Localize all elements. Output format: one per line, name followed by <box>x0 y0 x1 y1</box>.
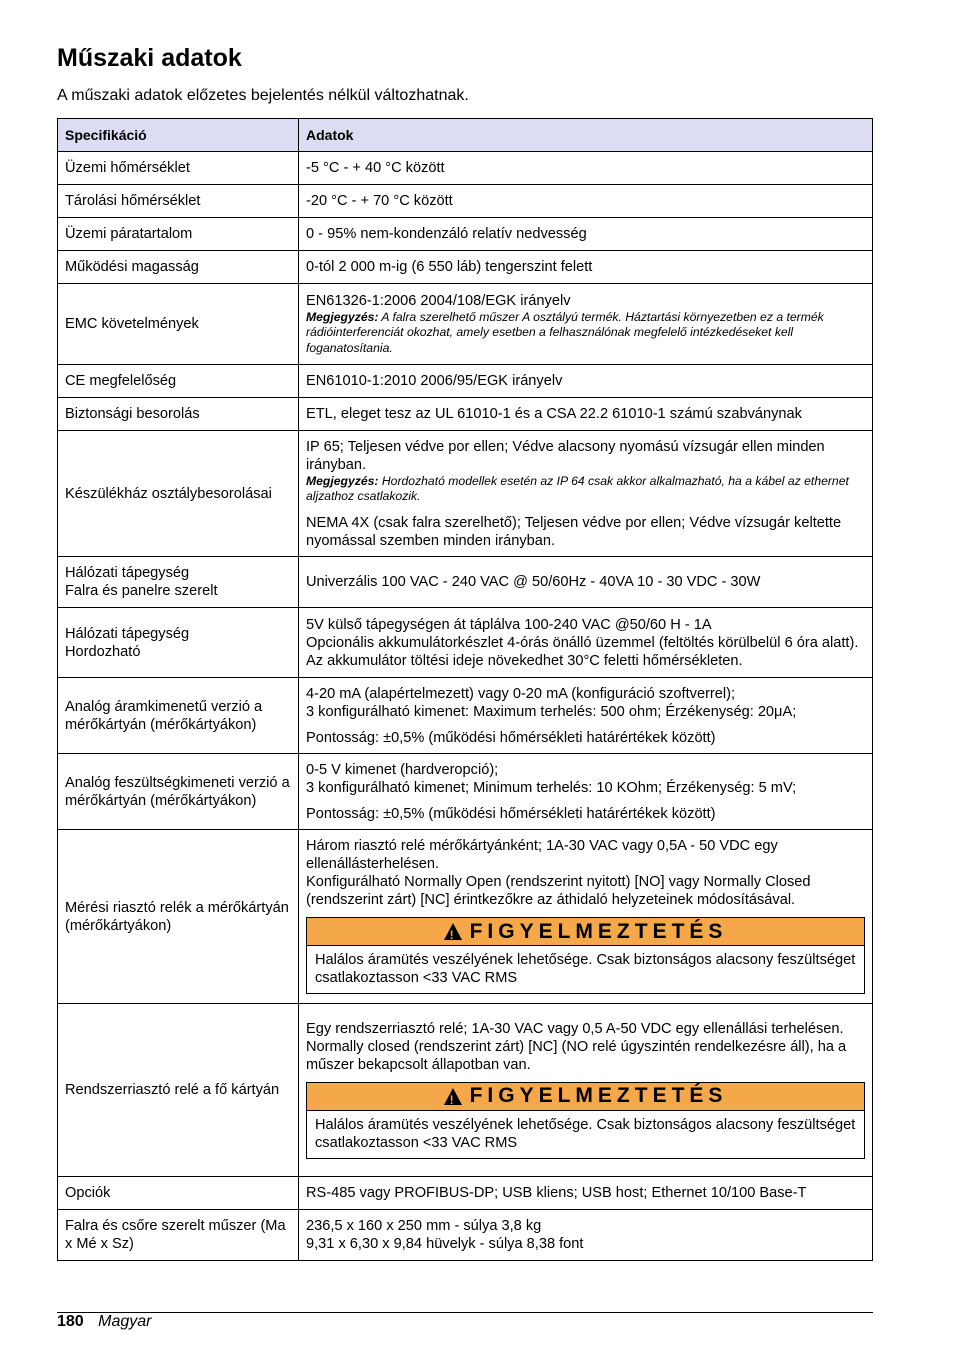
page-title: Műszaki adatok <box>57 44 242 72</box>
table-row <box>58 284 873 365</box>
data-cell <box>299 1004 873 1177</box>
spec-cell: Működési magasság <box>58 251 299 284</box>
table-row <box>58 398 873 431</box>
data-line: Opcionális akkumulátorkészlet 4-órás önálló üzemmel (feltöltés körülbelül 6 óra alatt). Az akkumulátor töltési ideje növekedhet 30°C feletti hőmérsékleten. <box>306 634 859 669</box>
data-line: 3 konfigurálható kimenet: Maximum terhelés: 500 ohm; Érzékenység: 20μA; <box>306 703 797 720</box>
data-text-2: NEMA 4X (csak falra szerelhető); Teljesen védve por ellen; Védve vízsugár keltette nyomással szemben minden irányban. <box>306 514 842 549</box>
spec-cell: Rendszerriasztó relé a fő kártyán <box>58 1004 299 1177</box>
warning-header <box>307 918 864 946</box>
warning-title: FIGYELMEZTETÉS <box>469 1084 728 1107</box>
note-label: Megjegyzés: <box>306 473 379 488</box>
table-row <box>58 218 873 251</box>
spec-cell: Mérési riasztó relék a mérőkártyán (mérőkártyákon) <box>58 830 299 1004</box>
header-spec: Specifikáció <box>58 119 299 152</box>
footer-rule <box>57 1312 873 1313</box>
spec-cell: EMC követelmények <box>58 284 299 365</box>
spec-cell: Készülékház osztálybesorolásai <box>58 431 299 557</box>
spec-cell: Falra és csőre szerelt műszer (Ma x Mé x Sz) <box>58 1210 299 1261</box>
spec-line: Hálózati tápegység <box>65 625 190 642</box>
data-cell: EN61010-1:2010 2006/95/EGK irányelv <box>299 365 873 398</box>
data-line: 5V külső tápegységen át táplálva 100-240 VAC @50/60 H - 1A <box>306 616 712 633</box>
data-cell: 0-tól 2 000 m-ig (6 550 láb) tengerszint felett <box>299 251 873 284</box>
spec-line: Hordozható <box>65 643 141 660</box>
warning-text: Halálos áramütés veszélyének lehetősége. Csak biztonságos alacsony feszültséget csatlakoztasson <33 VAC RMS <box>315 952 856 986</box>
warning-box <box>306 917 865 994</box>
data-cell: ETL, eleget tesz az UL 61010-1 és a CSA 22.2 61010-1 számú szabványnak <box>299 398 873 431</box>
table-row <box>58 557 873 608</box>
data-line: 4-20 mA (alapértelmezett) vagy 0-20 mA (konfiguráció szoftverrel); <box>306 685 736 702</box>
table-row <box>58 1177 873 1210</box>
data-line: Normally closed (rendszerint zárt) [NC] (NO relé úgyszintén rendelkezésre áll), ha a műszer bekapcsolt állapotban van. <box>306 1038 847 1073</box>
spec-cell: CE megfelelőség <box>58 365 299 398</box>
data-cell <box>299 754 873 830</box>
table-row <box>58 431 873 557</box>
warning-title: FIGYELMEZTETÉS <box>469 919 728 943</box>
data-line: 236,5 x 160 x 250 mm - súlya 3,8 kg <box>306 1218 542 1234</box>
table-row <box>58 1004 873 1177</box>
warning-box <box>306 1082 865 1159</box>
note <box>306 310 865 357</box>
table-row <box>58 754 873 830</box>
table-row <box>58 830 873 1004</box>
spec-cell: Üzemi hőmérséklet <box>58 152 299 185</box>
data-line: 9,31 x 6,30 x 9,84 hüvelyk - súlya 8,38 font <box>306 1236 584 1252</box>
page-number: 180 <box>57 1313 84 1330</box>
spec-cell <box>58 557 299 608</box>
spec-cell: Biztonsági besorolás <box>58 398 299 431</box>
note-label: Megjegyzés: <box>306 309 379 324</box>
page-footer <box>57 1313 152 1331</box>
table-row <box>58 1210 873 1261</box>
data-cell <box>299 1210 873 1261</box>
data-cell: -20 °C - + 70 °C között <box>299 185 873 218</box>
spec-cell: Üzemi páratartalom <box>58 218 299 251</box>
spec-line: Falra és panelre szerelt <box>65 583 218 599</box>
warning-text: Halálos áramütés veszélyének lehetősége. Csak biztonságos alacsony feszültséget csatlakoztasson <33 VAC RMS <box>315 1116 856 1151</box>
data-line: 3 konfigurálható kimenet; Minimum terhelés: 10 KOhm; Érzékenység: 5 mV; <box>306 779 797 796</box>
data-cell: Univerzális 100 VAC - 240 VAC @ 50/60Hz - 40VA 10 - 30 VDC - 30W <box>299 557 873 608</box>
data-text: EN61326-1:2006 2004/108/EGK irányelv <box>306 292 571 309</box>
spec-cell: Analóg áramkimenetű verzió a mérőkártyán (mérőkártyákon) <box>58 678 299 754</box>
table-row <box>58 365 873 398</box>
spec-line: Hálózati tápegység <box>65 565 190 581</box>
table-header-row <box>58 119 873 152</box>
warning-triangle-icon <box>444 923 462 940</box>
data-text: IP 65; Teljesen védve por ellen; Védve alacsony nyomású vízsugár ellen minden irányban. <box>306 438 825 473</box>
table-row <box>58 152 873 185</box>
data-cell <box>299 431 873 557</box>
data-line: Egy rendszerriasztó relé; 1A-30 VAC vagy 0,5 A-50 VDC egy ellenállási terhelésen. <box>306 1020 844 1037</box>
spec-cell: Analóg feszültségkimeneti verzió a mérőkártyán (mérőkártyákon) <box>58 754 299 830</box>
note-text: A falra szerelhető műszer A osztályú termék. Háztartási környezetben ez a termék rádióinterferenciát okozhat, amely esetben a felhasználónak megfelelő intézkedéseket kell foganatosítania. <box>306 309 824 355</box>
data-cell: 0 - 95% nem-kondenzáló relatív nedvesség <box>299 218 873 251</box>
warning-header <box>307 1083 864 1111</box>
header-data: Adatok <box>299 119 873 152</box>
data-line: Három riasztó relé mérőkártyánként; 1A-30 VAC vagy 0,5A - 50 VDC egy ellenállásterhelésen. <box>306 838 778 872</box>
table-row <box>58 678 873 754</box>
table-row <box>58 608 873 678</box>
spec-cell <box>58 608 299 678</box>
data-cell <box>299 608 873 678</box>
data-line: Konfigurálható Normally Open (rendszerint nyitott) [NO] vagy Normally Closed (rendszerint zárt) [NC] érintkezőkre az áthidaló helyzeteinek módosításával. <box>306 874 811 908</box>
table-row <box>58 251 873 284</box>
spec-cell: Opciók <box>58 1177 299 1210</box>
data-cell: -5 °C - + 40 °C között <box>299 152 873 185</box>
data-text-2: Pontosság: ±0,5% (működési hőmérsékleti határértékek között) <box>306 805 716 822</box>
warning-triangle-icon <box>444 1088 462 1105</box>
data-text-2: Pontosság: ±0,5% (működési hőmérsékleti határértékek között) <box>306 729 716 746</box>
spec-cell: Tárolási hőmérséklet <box>58 185 299 218</box>
note <box>306 474 865 505</box>
spec-table <box>57 118 873 1261</box>
data-cell: RS-485 vagy PROFIBUS-DP; USB kliens; USB host; Ethernet 10/100 Base-T <box>299 1177 873 1210</box>
data-line: 0-5 V kimenet (hardveropció); <box>306 761 499 778</box>
table-row <box>58 185 873 218</box>
data-cell <box>299 830 873 1004</box>
data-cell <box>299 284 873 365</box>
data-cell <box>299 678 873 754</box>
intro-text: A műszaki adatok előzetes bejelentés nélkül változhatnak. <box>57 87 469 104</box>
footer-language: Magyar <box>98 1313 152 1330</box>
note-text: Hordozható modellek esetén az IP 64 csak akkor alkalmazható, ha a kábel az ethernet aljzathoz csatlakozik. <box>306 473 849 503</box>
